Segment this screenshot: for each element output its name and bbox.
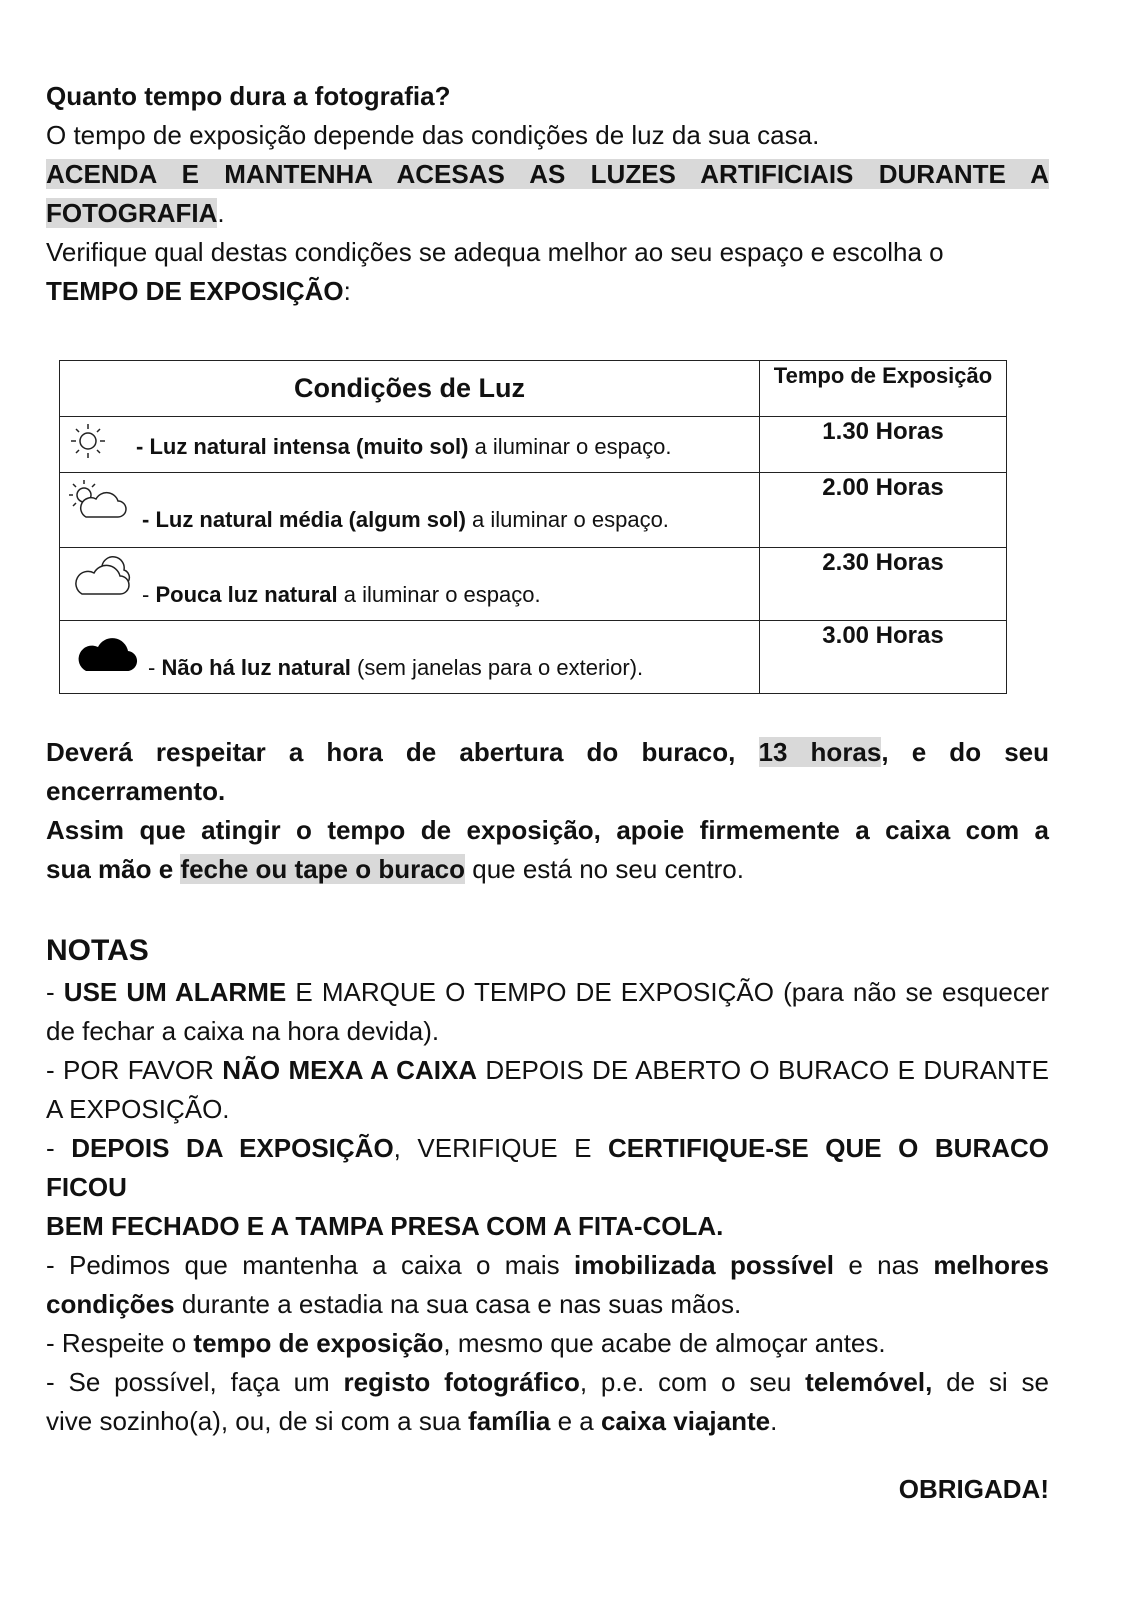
time-value: 2.00 Horas: [760, 473, 1007, 548]
hours-text: Deverá respeitar a hora de abertura do buraco,: [46, 737, 759, 767]
choose-line-2: [46, 272, 1049, 311]
table-row: [60, 548, 1007, 621]
condition-text: [142, 507, 669, 533]
note-3: [46, 1129, 1049, 1207]
note-text: e nas: [834, 1250, 934, 1280]
note-dash: -: [46, 1133, 72, 1163]
note-bold: DEPOIS DA EXPOSIÇÃO: [71, 1133, 394, 1163]
condition-cell: [60, 417, 760, 473]
hours-line-1: [46, 733, 1049, 772]
note-6: [46, 1363, 1049, 1402]
note-4-line-2: [46, 1285, 1049, 1324]
condition-text: [142, 582, 541, 608]
warning-dot: .: [217, 198, 225, 228]
sun-icon: [68, 421, 108, 467]
warning-line-1: [46, 155, 1049, 194]
note-bold: melhores: [933, 1250, 1049, 1280]
dark-cloud-icon: [78, 629, 138, 681]
hours-text-end: , e do seu: [881, 737, 1050, 767]
note-rest: , mesmo que acabe de almoçar antes.: [443, 1328, 886, 1358]
hours-line-3: Assim que atingir o tempo de exposição, apoie firmemente a caixa com a: [46, 815, 1049, 845]
note-text: , p.e. com o seu: [579, 1367, 806, 1397]
note-text: e a: [550, 1406, 601, 1436]
note-bold: telemóvel,: [805, 1367, 933, 1397]
opening-hour-highlight: 13 horas: [758, 737, 882, 767]
condition-cell: [60, 473, 760, 548]
warning-highlight-1: ACENDA E MANTENHA ACESAS AS LUZES ARTIFICIAIS DURANTE A: [46, 159, 1049, 189]
condition-bold: - Luz natural média (algum sol): [142, 507, 466, 532]
note-bold: caixa viajante: [600, 1406, 771, 1436]
note-1: [46, 973, 1049, 1012]
note-text: - Respeite o: [46, 1328, 194, 1358]
note-5: [46, 1324, 1049, 1363]
note-bold: registo fotográfico: [343, 1367, 580, 1397]
note-bold: família: [467, 1406, 551, 1436]
condition-rest: a iluminar o espaço.: [468, 434, 672, 459]
note-text: de si se: [932, 1367, 1050, 1397]
table-row: [60, 417, 1007, 473]
header-conditions: Condições de Luz: [60, 361, 760, 417]
notes-section: [46, 929, 1049, 1441]
table-header-row: [60, 361, 1007, 417]
note-bold: USE UM ALARME: [63, 977, 287, 1007]
note-bold: NÃO MEXA A CAIXA: [222, 1055, 478, 1085]
exposure-time-label: TEMPO DE EXPOSIÇÃO: [46, 276, 344, 306]
hours-section: [46, 733, 1049, 889]
note-bold: condições: [46, 1289, 175, 1319]
close-hole-highlight: feche ou tape o buraco: [180, 854, 466, 884]
hours-rest: que está no seu centro.: [465, 854, 744, 884]
document-page: [46, 77, 1050, 1504]
note-3-line-2: BEM FECHADO E A TAMPA PRESA COM A FITA-COLA.: [46, 1211, 724, 1241]
choose-line: Verifique qual destas condições se adequa melhor ao seu espaço e escolha o: [46, 237, 944, 267]
note-text: vive sozinho(a), ou, de si com a sua: [46, 1406, 468, 1436]
note-bold: tempo de exposição: [193, 1328, 444, 1358]
condition-rest: (sem janelas para o exterior).: [350, 655, 644, 680]
note-rest: E MARQUE O TEMPO DE EXPOSIÇÃO (para não se esquecer: [286, 977, 1049, 1007]
note-bold: imobilizada possível: [574, 1250, 834, 1280]
note-rest: DEPOIS DE ABERTO O BURACO E DURANTE: [477, 1055, 1049, 1085]
table-row: [60, 473, 1007, 548]
condition-bold: - Luz natural intensa (muito sol): [136, 434, 469, 459]
condition-text: [136, 434, 671, 460]
condition-dash: -: [148, 655, 162, 680]
light-conditions-table: [59, 360, 1007, 694]
table-row: [60, 621, 1007, 694]
note-2-line-2: A EXPOSIÇÃO.: [46, 1094, 230, 1124]
condition-text: [148, 655, 643, 681]
time-value: 3.00 Horas: [760, 621, 1007, 694]
time-value: 2.30 Horas: [760, 548, 1007, 621]
note-1-line-2: de fechar a caixa na hora devida).: [46, 1016, 440, 1046]
hours-line-2: encerramento.: [46, 776, 226, 806]
note-text: - Se possível, faça um: [46, 1367, 344, 1397]
condition-cell: [60, 621, 760, 694]
note-bold: CERTIFIQUE-SE QUE O BURACO FICOU: [46, 1133, 1049, 1202]
note-6-line-2: [46, 1402, 1049, 1441]
note-2: [46, 1051, 1049, 1090]
intro-line: O tempo de exposição depende das condições de luz da sua casa.: [46, 120, 820, 150]
cloud-icon: [72, 556, 132, 604]
note-dash: -: [46, 977, 64, 1007]
note-rest: , VERIFIQUE E: [393, 1133, 608, 1163]
condition-dash: -: [142, 582, 156, 607]
warning-highlight-2: FOTOGRAFIA: [46, 198, 218, 228]
note-text: - Pedimos que mantenha a caixa o mais: [46, 1250, 575, 1280]
note-rest: durante a estadia na sua casa e nas suas mãos.: [174, 1289, 742, 1319]
note-4: [46, 1246, 1049, 1285]
condition-bold: Não há luz natural: [161, 655, 351, 680]
condition-rest: a iluminar o espaço.: [465, 507, 669, 532]
condition-bold: Pouca luz natural: [155, 582, 338, 607]
note-text: .: [770, 1406, 778, 1436]
colon: :: [343, 276, 351, 306]
time-value: 1.30 Horas: [760, 417, 1007, 473]
notes-title: NOTAS: [46, 934, 149, 967]
note-dash: - POR FAVOR: [46, 1055, 223, 1085]
warning-line-2: [46, 194, 1049, 233]
condition-rest: a iluminar o espaço.: [337, 582, 541, 607]
sun-cloud-icon: [68, 477, 128, 529]
closing-thanks: OBRIGADA!: [898, 1474, 1049, 1504]
condition-cell: [60, 548, 760, 621]
header-time: Tempo de Exposição: [760, 361, 1007, 417]
hours-bold: sua mão e: [46, 854, 181, 884]
heading: Quanto tempo dura a fotografia?: [46, 81, 451, 111]
hours-line-4: [46, 850, 1049, 889]
